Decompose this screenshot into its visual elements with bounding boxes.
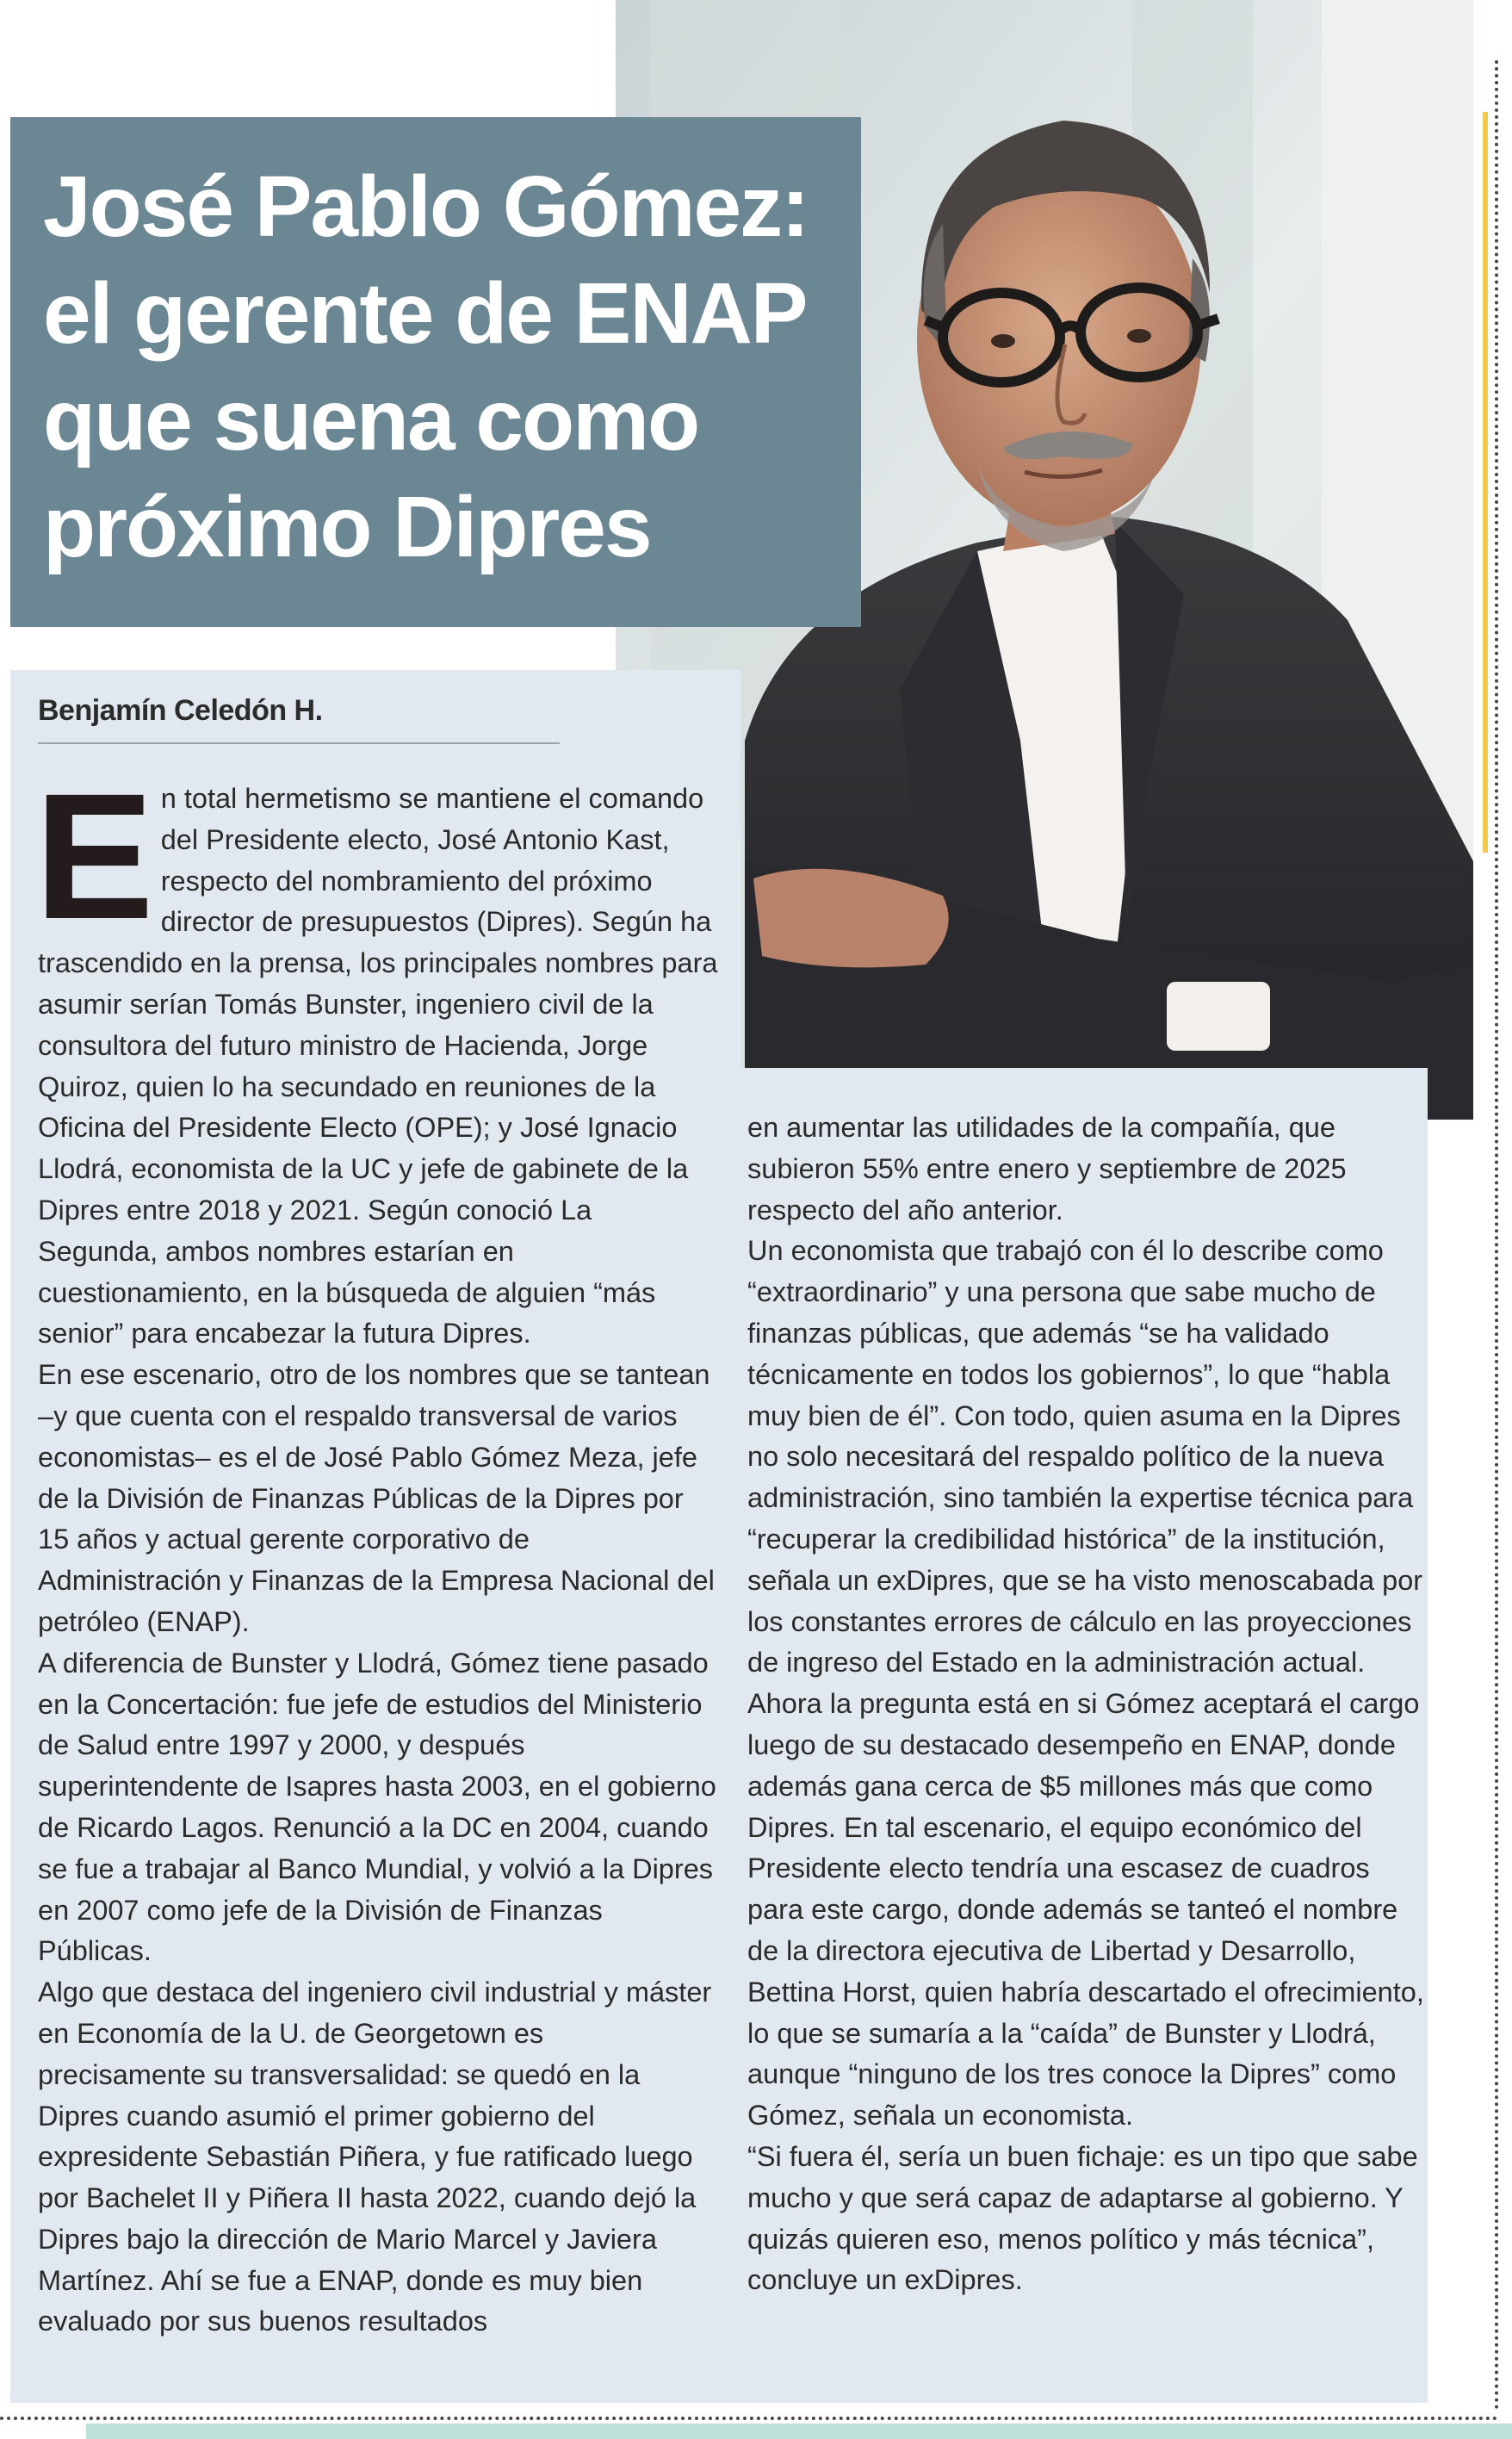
byline-divider: [38, 742, 560, 744]
article-paragraph: A diferencia de Bunster y Llodrá, Gómez tiene pasado en la Concertación: fue jefe de estudios del Ministerio de Salud entre 1997 y 2000, y después superintendente de Isapres hasta 2003, en el gobierno de Ricardo Lagos. Renunció a la DC en 2004, cuando se fue a trabajar al Banco Mundial, y volvió a la Dipres en 2007 como jefe de la División de Finanzas Públicas.: [38, 1647, 716, 1967]
article-paragraph: en aumentar las utilidades de la compañía, que subieron 55% entre enero y septiembre de 2025 respecto del año anterior.: [747, 1112, 1347, 1226]
article-column-right: [747, 1108, 1428, 2301]
bottom-strip: [86, 2423, 1512, 2439]
article-paragraph: [34, 757, 718, 1355]
article-paragraph: Ahora la pregunta está en si Gómez aceptará el cargo luego de su destacado desempeño en ENAP, donde además gana cerca de $5 millones más que como Dipres. En tal escenario, el equipo económico del Presidente electo tendría una escasez de cuadros para este cargo, donde además se tanteó el nombre de la directora ejecutiva de Libertad y Desarrollo, Bettina Horst, quien habría descartado el ofrecimiento, lo que se sumaría a la “caída” de Bunster y Llodrá, aunque “ninguno de los tres conoce la Dipres” como Gómez, señala un economista.: [747, 1688, 1424, 2132]
byline: Benjamín Celedón H.: [38, 694, 323, 727]
page-border-right: [1495, 60, 1498, 2411]
article-paragraph: En ese escenario, otro de los nombres que se tantean –y que cuenta con el respaldo transversal de varios economistas– es el de José Pablo Gómez Meza, jefe de la División de Finanzas Públicas de la Dipres por 15 años y actual gerente corporativo de Administración y Finanzas de la Empresa Nacional del petróleo (ENAP).: [38, 1359, 715, 1637]
headline-line: próximo Dipres: [43, 479, 651, 575]
headline: [43, 153, 870, 580]
article-paragraph: Un economista que trabajó con él lo describe como “extraordinario” y una persona que sabe mucho de finanzas públicas, que además “se ha validado técnicamente en todos los gobiernos”, lo que “habla muy bien de él”. Con todo, quien asuma en la Dipres no solo necesitará del respaldo político de la nueva administración, sino también la expertise técnica para “recuperar la credibilidad histórica” de la institución, señala un exDipres, que se ha visto menoscabada por los constantes errores de cálculo en las proyecciones de ingreso del Estado en la administración actual.: [747, 1235, 1423, 1679]
drop-cap: E: [34, 757, 154, 957]
accent-bar: [1483, 112, 1488, 853]
article-paragraph: Algo que destaca del ingeniero civil industrial y máster en Economía de la U. de Georgetown es precisamente su transversalidad: se quedó en la Dipres cuando asumió el primer gobierno del expresidente Sebastián Piñera, y fue ratificado luego por Bachelet II y Piñera II hasta 2022, cuando dejó la Dipres bajo la dirección de Mario Marcel y Javiera Martínez. Ahí se fue a ENAP, donde es muy bien evaluado por sus buenos resultados: [38, 1977, 712, 2337]
headline-line: que suena como: [43, 372, 699, 469]
headline-line: el gerente de ENAP: [43, 265, 807, 362]
page-border-bottom: [0, 2417, 1498, 2420]
paragraph-text: n total hermetismo se mantiene el comando del Presidente electo, José Antonio Kast, respecto del nombramiento del próximo director de presupuestos (Dipres). Según ha trascendido en la prensa, los principales nombres para asumir serían Tomás Bunster, ingeniero civil de la consultora del futuro ministro de Hacienda, Jorge Quiroz, quien lo ha secundado en reuniones de la Oficina del Presidente Electo (OPE); y José Ignacio Llodrá, economista de la UC y jefe de gabinete de la Dipres entre 2018 y 2021. Según conoció La Segunda, ambos nombres estarían en cuestionamiento, en la búsqueda de alguien “más senior” para encabezar la futura Dipres.: [38, 783, 718, 1350]
headline-line: José Pablo Gómez:: [43, 158, 809, 255]
article-paragraph: “Si fuera él, sería un buen fichaje: es un tipo que sabe mucho y que será capaz de adaptarse al gobierno. Y quizás quieren eso, menos político y más técnica”, concluye un exDipres.: [747, 2140, 1418, 2296]
article-column-left: [34, 757, 718, 2343]
